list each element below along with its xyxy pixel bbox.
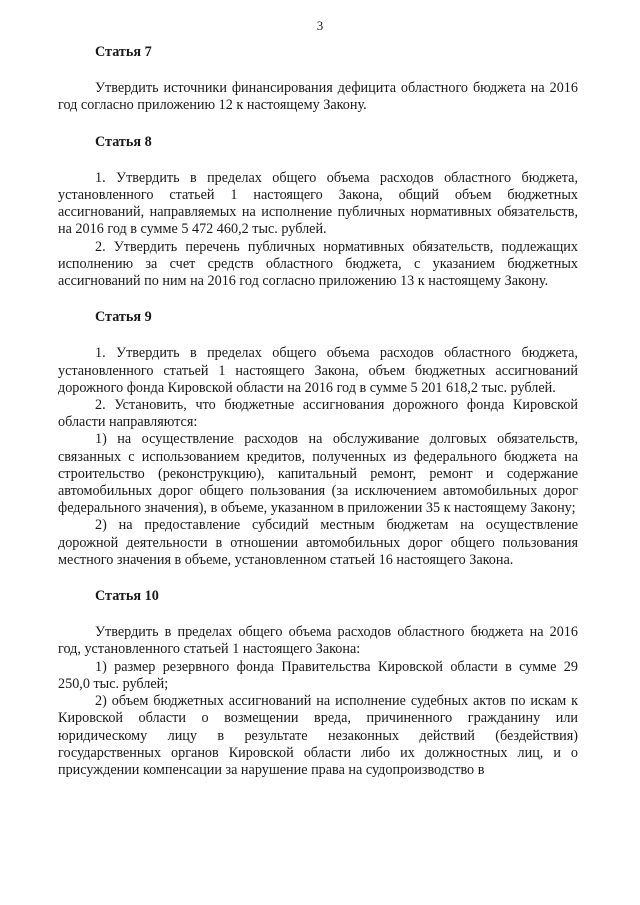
paragraph: 1) на осуществление расходов на обслуживание долговых обязательств, связанных с использованием кредитов, полученных из федерального бюджета на строительство (реконструкцию), капитальный ремонт, ремонт и содержание автомобильных дорог общего пользования (за исключением автомобильных дорог федерального значения), в объеме, указанном в приложении 35 к настоящему Закону;: [58, 431, 578, 517]
article-heading: Статья 9: [95, 309, 152, 326]
document-body: [58, 44, 578, 779]
paragraph: 1. Утвердить в пределах общего объема расходов областного бюджета, установленного статьей 1 настоящего Закона, общий объем бюджетных ассигнований, направляемых на исполнение публичных нормативных обязательств, на 2016 год в сумме 5 472 460,2 тыс. рублей.: [58, 169, 578, 238]
article-8: [58, 134, 578, 291]
article-heading: Статья 10: [95, 588, 159, 605]
paragraph: 1. Утвердить в пределах общего объема расходов областного бюджета, установленного статьей 1 настоящего Закона, объем бюджетных ассигнований дорожного фонда Кировской области на 2016 год в сумме 5 201 618,2 тыс. рублей.: [58, 345, 578, 396]
article-9: [58, 309, 578, 569]
page-number: 3: [316, 18, 324, 33]
paragraph: Утвердить источники финансирования дефицита областного бюджета на 2016 год согласно приложению 12 к настоящему Закону.: [58, 80, 578, 114]
paragraph: 1) размер резервного фонда Правительства Кировской области в сумме 29 250,0 тыс. рублей;: [58, 658, 578, 692]
article-7: [58, 44, 578, 115]
paragraph: 2) объем бюджетных ассигнований на исполнение судебных актов по искам к Кировской области о возмещении вреда, причиненного гражданину или юридическому лицу в результате незаконных действий (бездействия) государственных органов Кировской области либо их должностных лиц, и о присуждении компенсации за нарушение права на судопроизводство в: [58, 693, 578, 778]
article-heading: Статья 7: [95, 44, 152, 60]
paragraph: 2. Установить, что бюджетные ассигнования дорожного фонда Кировской области направляются:: [58, 397, 578, 431]
article-heading: Статья 8: [95, 133, 152, 150]
paragraph: 2) на предоставление субсидий местным бюджетам на осуществление дорожной деятельности в отношении автомобильных дорог общего пользования местного значения в объеме, установленном статьей 16 настоящего Закона.: [58, 517, 578, 568]
paragraph: 2. Утвердить перечень публичных нормативных обязательств, подлежащих исполнению за счет средств областного бюджета, с указанием бюджетных ассигнований по ним на 2016 год согласно приложению 13 к настоящему Закону.: [58, 238, 578, 290]
paragraph: Утвердить в пределах общего объема расходов областного бюджета на 2016 год, установленного статьей 1 настоящего Закона:: [58, 624, 578, 658]
article-10: [58, 588, 578, 779]
